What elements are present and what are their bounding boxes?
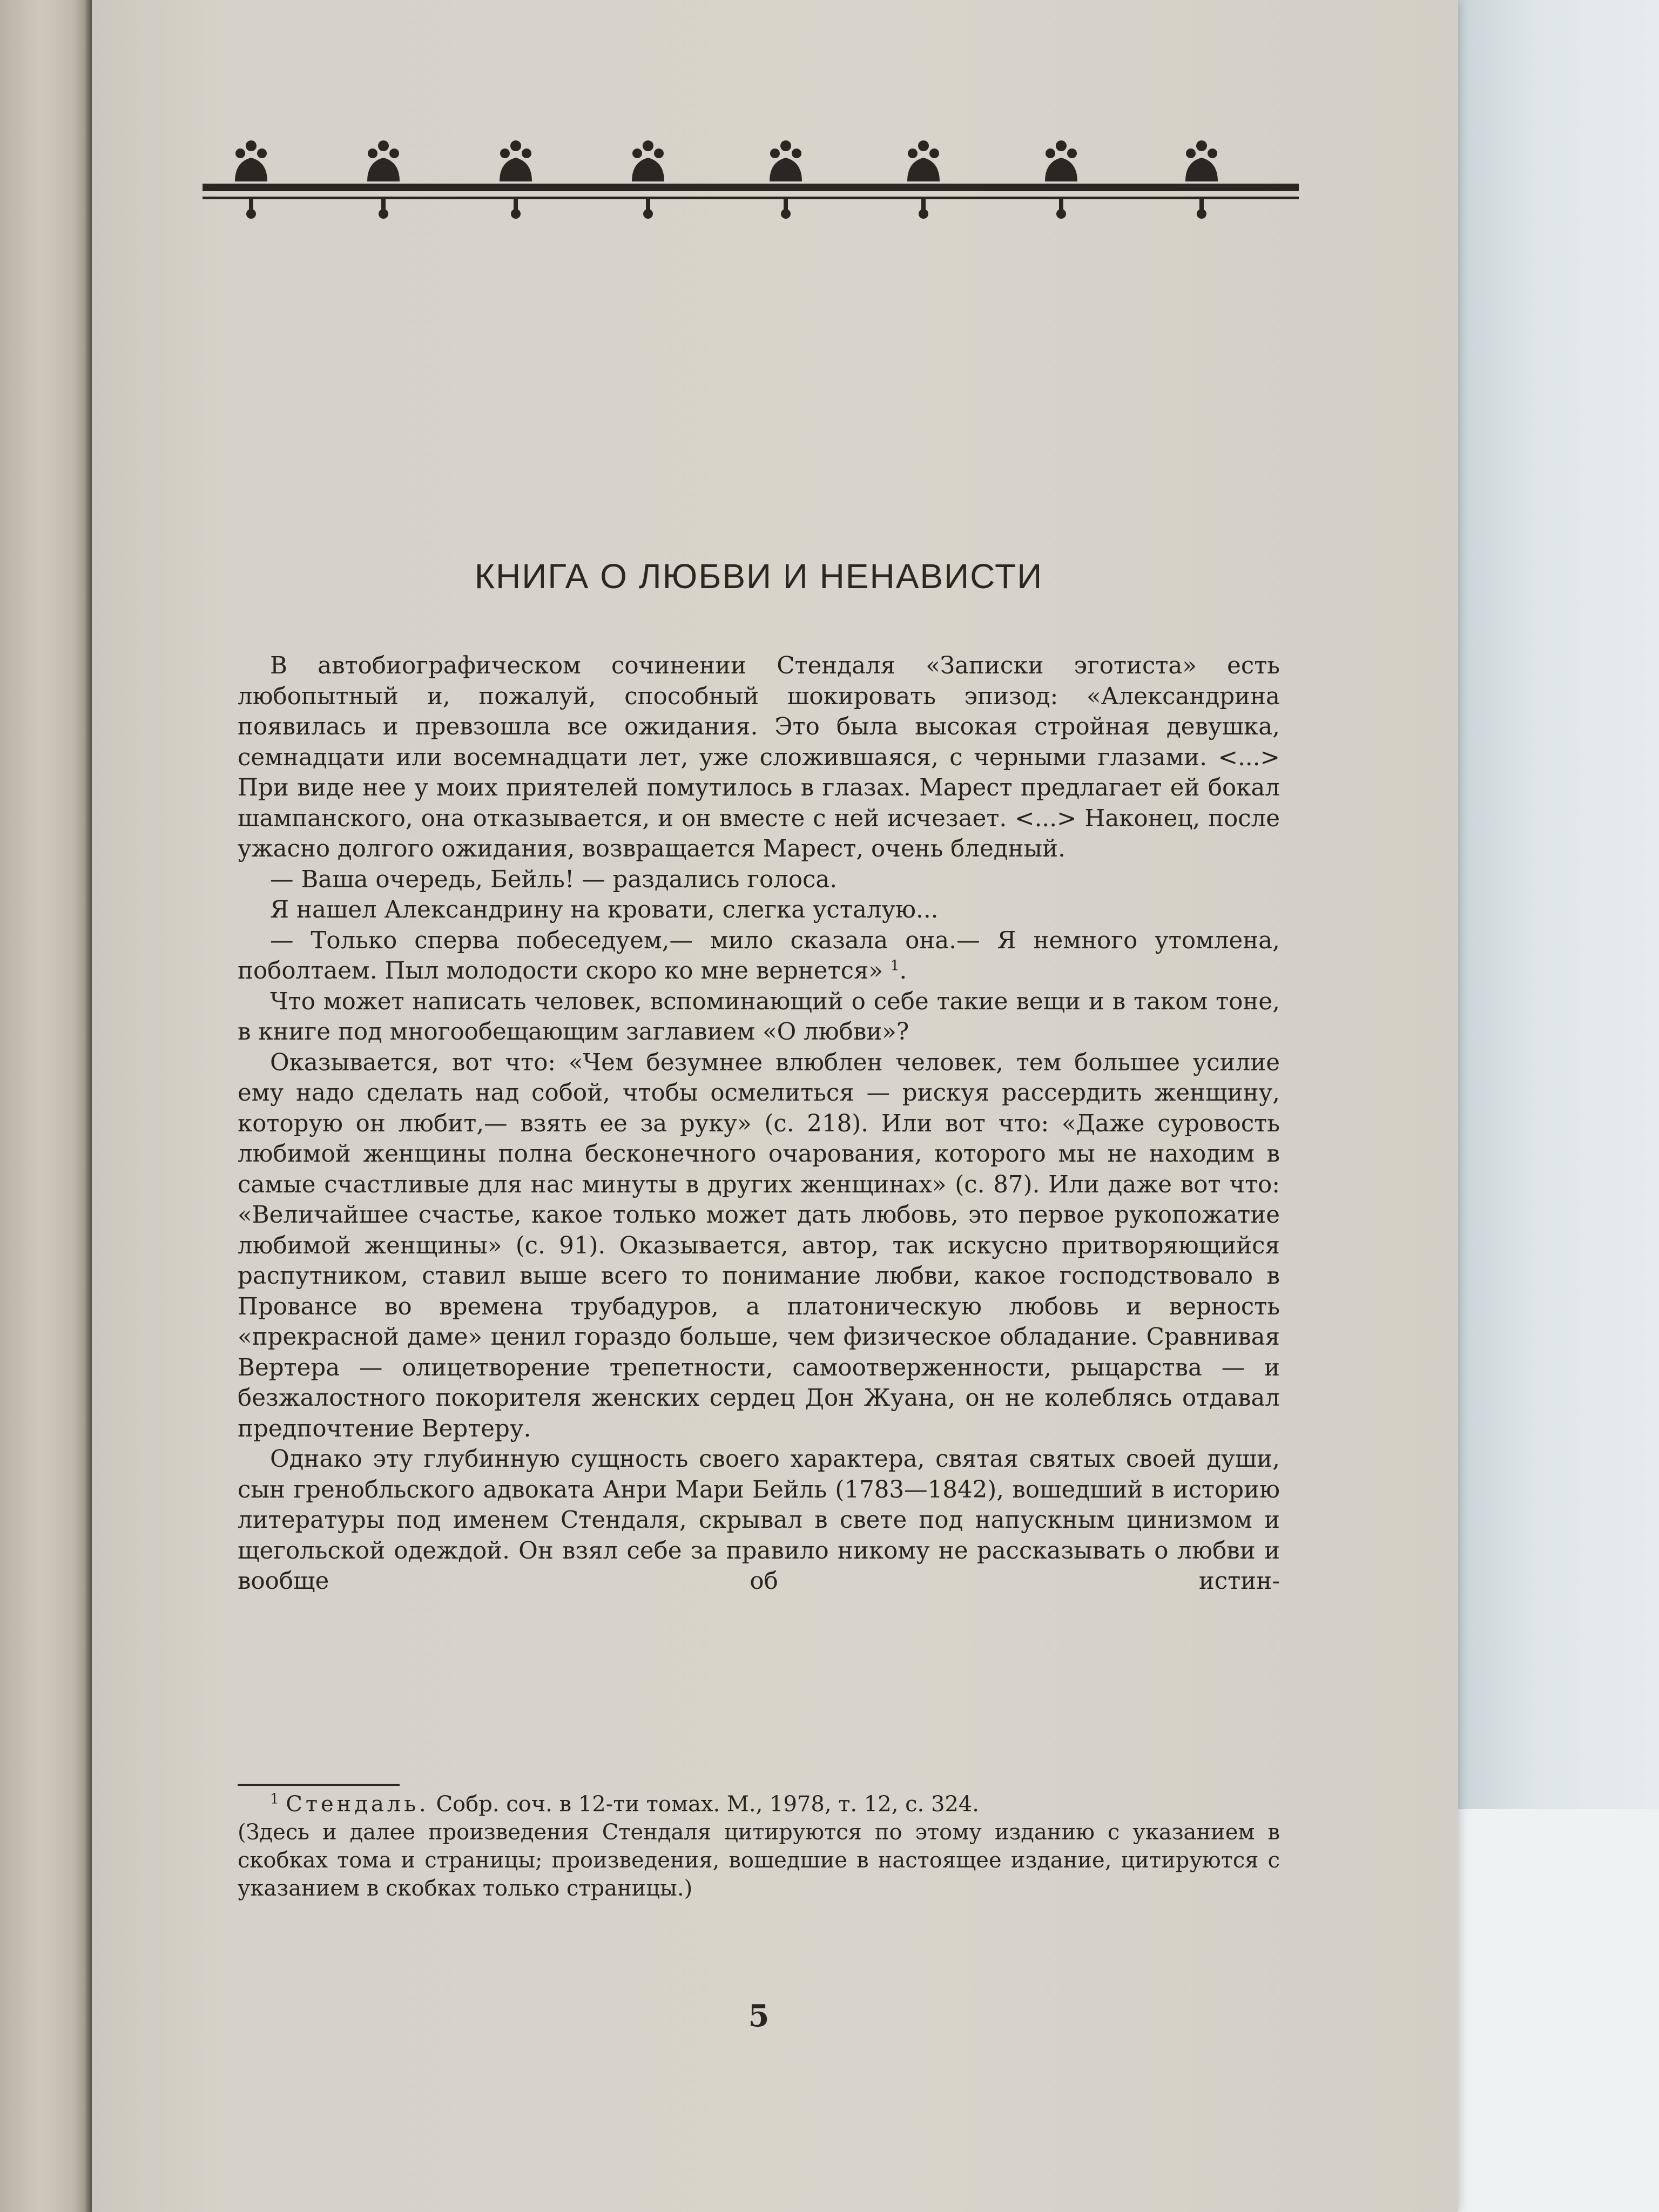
footnote [238, 1790, 1280, 1903]
paragraph-text: — Только сперва побеседуем,— мило сказала она.— Я немного утомлена, поболтаем. Пыл молодости скоро ко мне вернется» [238, 927, 1280, 984]
footnote-citation: Собр. соч. в 12-ти томах. М., 1978, т. 12, с. 324. [436, 1792, 980, 1817]
paragraph: Однако эту глубинную сущность своего характера, святая святых своей души, сын гренобльского адвоката Анри Мари Бейль (1783—1842), вошедший в историю литературы под именем Стендаля, скрывал в свете под напускным цинизмом и щегольской одеждой. Он взял себе за правило никому не рассказывать о любви и вообще об истин- [238, 1446, 1280, 1595]
body-text [238, 651, 1280, 1597]
paragraph: Оказывается, вот что: «Чем безумнее влюблен человек, тем большее усилие ему надо сделать над собой, чтобы осмелиться — рискуя рассердить женщину, которую он любит,— взять ее за руку» (с. 218). Или вот что: «Даже суровость любимой женщины полна бесконечного очарования, которого мы не находим в самые счастливые для нас минуты в других женщинах» (с. 87). Или даже вот что: «Величайшее счастье, какое только может дать любовь, это первое рукопожатие любимой женщины» (с. 91). Оказывается, автор, так искусно притворяющийся распутником, ставил выше всего то понимание любви, какое господствовало в Провансе во времена трубадуров, а платоническую любовь и верность «прекрасной даме» ценил гораздо больше, чем физическое обладание. Сравнивая Вертера — олицетворение трепетности, самоотверженности, рыцарства — и безжалостного покорителя женских сердец Дон Жуана, он не колеблясь отдавал предпочтение Вертеру. [238, 1049, 1280, 1442]
paragraph: Что может написать человек, вспоминающий о себе такие вещи и в таком тоне, в книге под многообещающим заглавием «О любви»? [238, 988, 1280, 1046]
book-page [54, 0, 1458, 2212]
footnote-author: Стендаль. [286, 1792, 429, 1817]
paragraph: — Только сперва побеседуем,— мило сказала она.— Я немного утомлена, поболтаем. Пыл молодости скоро ко мне вернется» $^1$. [238, 927, 1280, 984]
paragraph: Я нашел Александрину на кровати, слегка усталую... [270, 896, 939, 923]
decorative-header-ornament [203, 130, 1299, 227]
footnote-note: (Здесь и далее произведения Стендаля цитируются по этому изданию с указанием в скобках тома и страницы; произведения, вошедшие в настоящее издание, цитируются с указанием в скобках только страницы.) [238, 1820, 1280, 1901]
paragraph: В автобиографическом сочинении Стендаля «Записки эготиста» есть любопытный и, пожалуй, способный шокировать эпизод: «Александрина появилась и превзошла все ожидания. Это была высокая стройная девушка, семнадцати или восемнадцати лет, уже сложившаяся, с черными глазами. <...> При виде нее у моих приятелей помутилось в глазах. Марест предлагает ей бокал шампанского, она отказывается, и он вместе с ней исчезает. <...> Наконец, после ужасно долгого ожидания, возвращается Марест, очень бледный. [238, 652, 1280, 862]
paragraph: — Ваша очередь, Бейль! — раздались голоса. [270, 866, 838, 893]
footnote-line [238, 1790, 1280, 1818]
footnote-marker: 1 [890, 957, 900, 974]
chapter-title: КНИГА О ЛЮБВИ И НЕНАВИСТИ [474, 557, 1043, 596]
footnote-number: 1 [270, 1791, 279, 1808]
footnote-divider [238, 1784, 400, 1786]
page-number: 5 [748, 1998, 770, 2034]
left-page-edge [0, 0, 92, 2212]
